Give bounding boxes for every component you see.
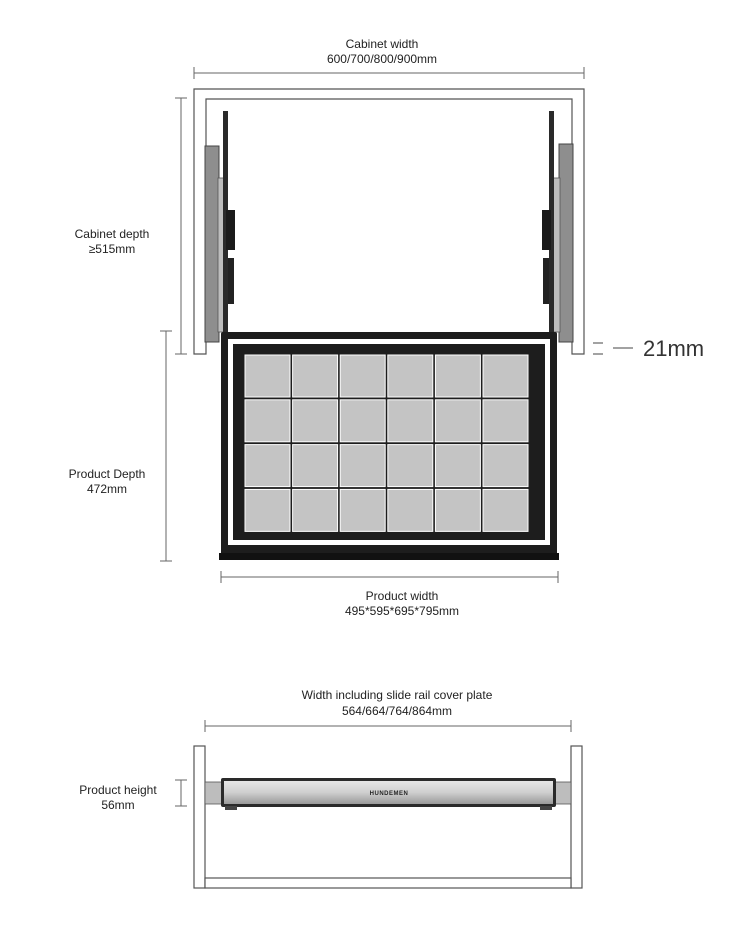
product-height-value: 56mm: [101, 798, 135, 812]
grid-compartment: [245, 355, 290, 397]
grid-compartment: [388, 489, 433, 531]
product-depth-label: Product Depth: [68, 467, 146, 481]
grid-compartment: [435, 400, 480, 442]
cabinet-depth-dimension: [75, 98, 187, 354]
grid-compartment: [388, 355, 433, 397]
cabinet-depth-label: Cabinet depth: [74, 227, 150, 241]
product-depth-dimension: [69, 331, 172, 561]
drawer-tray: [219, 332, 559, 560]
grid-compartment: [293, 445, 338, 487]
product-width-value: 495*595*695*795mm: [344, 604, 460, 618]
right-slide-rail: [542, 111, 573, 342]
grid-compartment: [245, 445, 290, 487]
product-depth-value: 472mm: [86, 482, 128, 496]
grid-compartment: [340, 400, 385, 442]
grid-compartment: [435, 355, 480, 397]
grid-compartment: [483, 355, 528, 397]
width-including-cover-dimension: [205, 688, 571, 732]
left-slide-rail: [205, 111, 235, 342]
product-height-dimension: [79, 780, 187, 812]
grid-compartment: [245, 489, 290, 531]
top-view: [69, 37, 704, 618]
grid-compartment: [483, 445, 528, 487]
grid-compartment: [483, 489, 528, 531]
width-including-cover-value: 564/664/764/864mm: [341, 704, 453, 718]
cabinet-width-dimension: [194, 37, 584, 79]
cabinet-width-label: Cabinet width: [345, 37, 419, 51]
grid-compartment: [435, 489, 480, 531]
drawer-front-bar: [221, 778, 556, 810]
grid-compartment: [293, 489, 338, 531]
product-height-label: Product height: [79, 783, 157, 797]
product-width-dimension: [221, 571, 558, 618]
grid-compartment: [388, 445, 433, 487]
grid-compartment: [340, 445, 385, 487]
product-width-label: Product width: [365, 589, 439, 603]
grid-compartment: [483, 400, 528, 442]
grid-compartment: [245, 400, 290, 442]
cabinet-outline: [194, 89, 584, 354]
cabinet-depth-value: ≥515mm: [88, 242, 136, 256]
grid-compartment: [435, 445, 480, 487]
offset-value: 21mm: [643, 336, 705, 361]
cabinet-front-outline: [194, 746, 582, 888]
cabinet-width-value: 600/700/800/900mm: [326, 52, 438, 66]
grid-compartment: [293, 355, 338, 397]
offset-dimension: [593, 336, 704, 361]
width-including-cover-label: Width including slide rail cover plate: [301, 688, 493, 702]
grid-compartment: [340, 489, 385, 531]
grid-compartment: [340, 355, 385, 397]
front-view: [79, 688, 582, 888]
brand-mark: HUNDEMEN: [369, 791, 409, 797]
grid-compartment: [293, 400, 338, 442]
grid-compartment: [388, 400, 433, 442]
